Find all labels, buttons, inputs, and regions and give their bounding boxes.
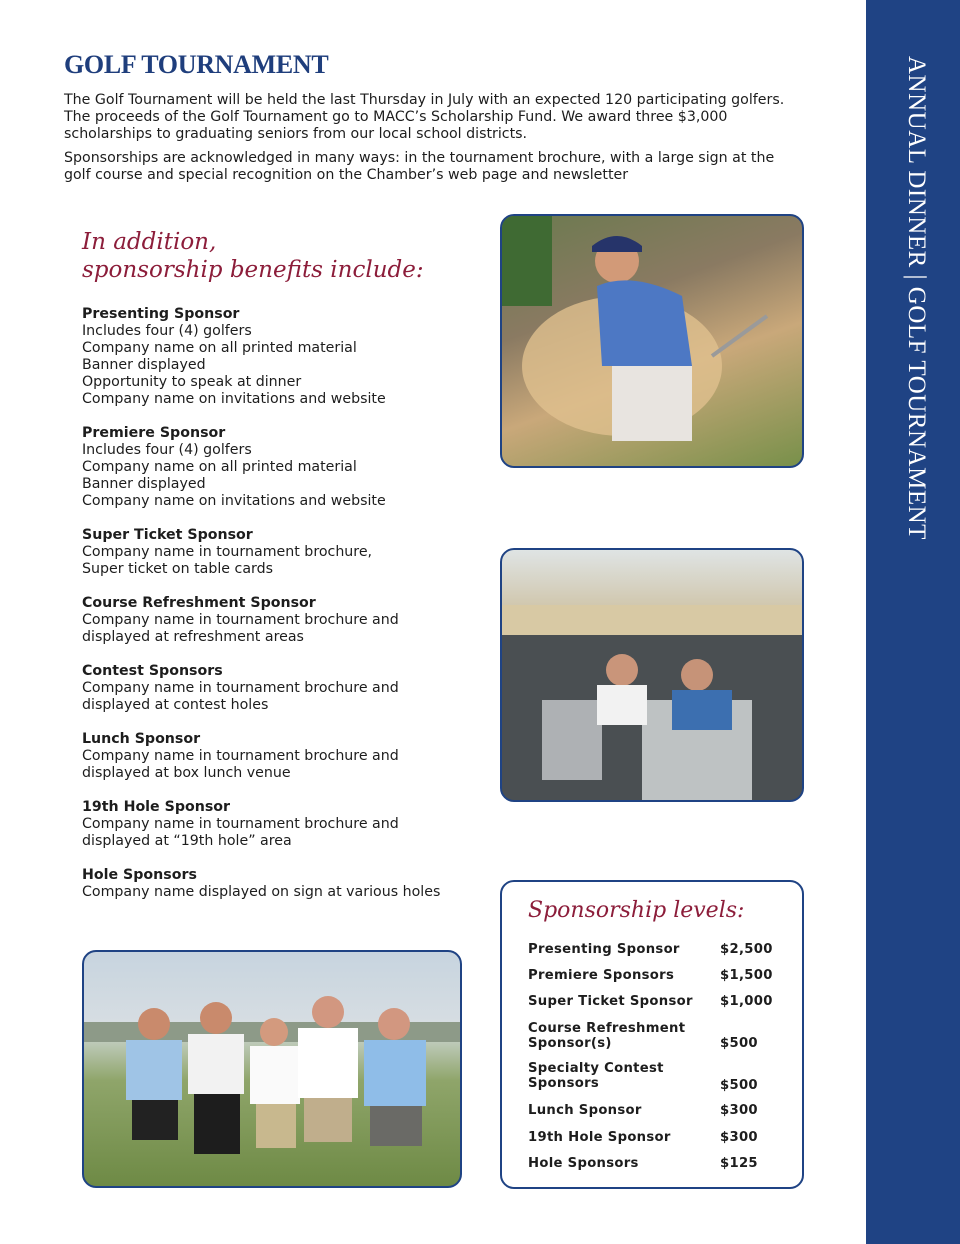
benefit-line: Company name on invitations and website bbox=[82, 391, 386, 407]
benefit-line: displayed at “19th hole” area bbox=[82, 833, 292, 849]
benefit-item bbox=[82, 799, 492, 850]
benefit-line: Company name in tournament brochure, bbox=[82, 544, 373, 560]
benefit-line: Company name in tournament brochure and bbox=[82, 612, 399, 628]
golfer-bunker-shot-photo bbox=[500, 214, 804, 468]
benefit-line: displayed at refreshment areas bbox=[82, 629, 304, 645]
level-price: $1,500 bbox=[720, 968, 773, 983]
benefit-name: Contest Sponsors bbox=[82, 663, 223, 679]
benefit-item bbox=[82, 663, 492, 714]
sidebar-label: ANNUAL DINNER | GOLF TOURNAMENT bbox=[903, 56, 930, 540]
benefit-name: Lunch Sponsor bbox=[82, 731, 201, 747]
level-name: Hole Sponsors bbox=[528, 1156, 639, 1171]
benefit-item bbox=[82, 306, 492, 408]
level-name: Premiere Sponsors bbox=[528, 968, 675, 983]
benefit-name: Course Refreshment Sponsor bbox=[82, 595, 316, 611]
level-price: $125 bbox=[720, 1156, 758, 1171]
level-price: $2,500 bbox=[720, 942, 773, 957]
benefit-item bbox=[82, 595, 492, 646]
golf-carts-photo bbox=[500, 548, 804, 802]
benefits-list bbox=[82, 306, 492, 918]
benefit-item bbox=[82, 425, 492, 510]
benefit-line: Includes four (4) golfers bbox=[82, 442, 252, 458]
benefit-line: Super ticket on table cards bbox=[82, 561, 273, 577]
benefit-name: Super Ticket Sponsor bbox=[82, 527, 253, 543]
benefits-heading-line2: sponsorship benefits include: bbox=[82, 257, 424, 283]
benefit-line: Opportunity to speak at dinner bbox=[82, 374, 302, 390]
level-price: $300 bbox=[720, 1130, 758, 1145]
level-name: Course Refreshment Sponsor(s) bbox=[528, 1021, 686, 1051]
benefit-name: Premiere Sponsor bbox=[82, 425, 226, 441]
benefits-heading-line1: In addition, bbox=[82, 229, 217, 255]
benefit-item bbox=[82, 731, 492, 782]
page-title: GOLF TOURNAMENT bbox=[64, 50, 329, 79]
benefit-line: displayed at contest holes bbox=[82, 697, 269, 713]
benefit-line: Banner displayed bbox=[82, 357, 206, 373]
intro-paragraph-1: The Golf Tournament will be held the last Thursday in July with an expected 120 participating golfers. The proceeds of the Golf Tournament go to MACC’s Scholarship Fund. We award three $3,000 scholarships to graduating seniors from our local school districts. bbox=[64, 92, 785, 142]
tournament-winners-photo bbox=[82, 950, 462, 1188]
benefit-line: Company name in tournament brochure and bbox=[82, 748, 399, 764]
benefit-line: Company name on all printed material bbox=[82, 459, 357, 475]
level-name: 19th Hole Sponsor bbox=[528, 1130, 671, 1145]
benefit-line: Includes four (4) golfers bbox=[82, 323, 252, 339]
intro-paragraph-2: Sponsorships are acknowledged in many ways: in the tournament brochure, with a large sign at the golf course and special recognition on the Chamber’s web page and newsletter bbox=[64, 150, 775, 183]
level-name: Super Ticket Sponsor bbox=[528, 994, 693, 1009]
benefit-line: Banner displayed bbox=[82, 476, 206, 492]
benefit-line: Company name on all printed material bbox=[82, 340, 357, 356]
level-name: Lunch Sponsor bbox=[528, 1103, 642, 1118]
level-price: $300 bbox=[720, 1103, 758, 1118]
level-name: Specialty Contest Sponsors bbox=[528, 1061, 664, 1091]
benefit-name: 19th Hole Sponsor bbox=[82, 799, 231, 815]
level-price: $500 bbox=[720, 1036, 758, 1051]
benefit-line: Company name displayed on sign at various holes bbox=[82, 884, 441, 900]
benefit-name: Hole Sponsors bbox=[82, 867, 197, 883]
level-price: $1,000 bbox=[720, 994, 773, 1009]
sponsorship-levels-box bbox=[500, 880, 804, 1189]
level-name: Presenting Sponsor bbox=[528, 942, 680, 957]
benefit-line: Company name in tournament brochure and bbox=[82, 680, 399, 696]
benefits-heading bbox=[82, 228, 424, 284]
benefit-line: displayed at box lunch venue bbox=[82, 765, 291, 781]
benefit-name: Presenting Sponsor bbox=[82, 306, 240, 322]
benefit-line: Company name on invitations and website bbox=[82, 493, 386, 509]
benefit-item bbox=[82, 867, 492, 901]
benefit-item bbox=[82, 527, 492, 578]
levels-heading: Sponsorship levels: bbox=[528, 898, 745, 923]
level-price: $500 bbox=[720, 1078, 758, 1093]
benefit-line: Company name in tournament brochure and bbox=[82, 816, 399, 832]
